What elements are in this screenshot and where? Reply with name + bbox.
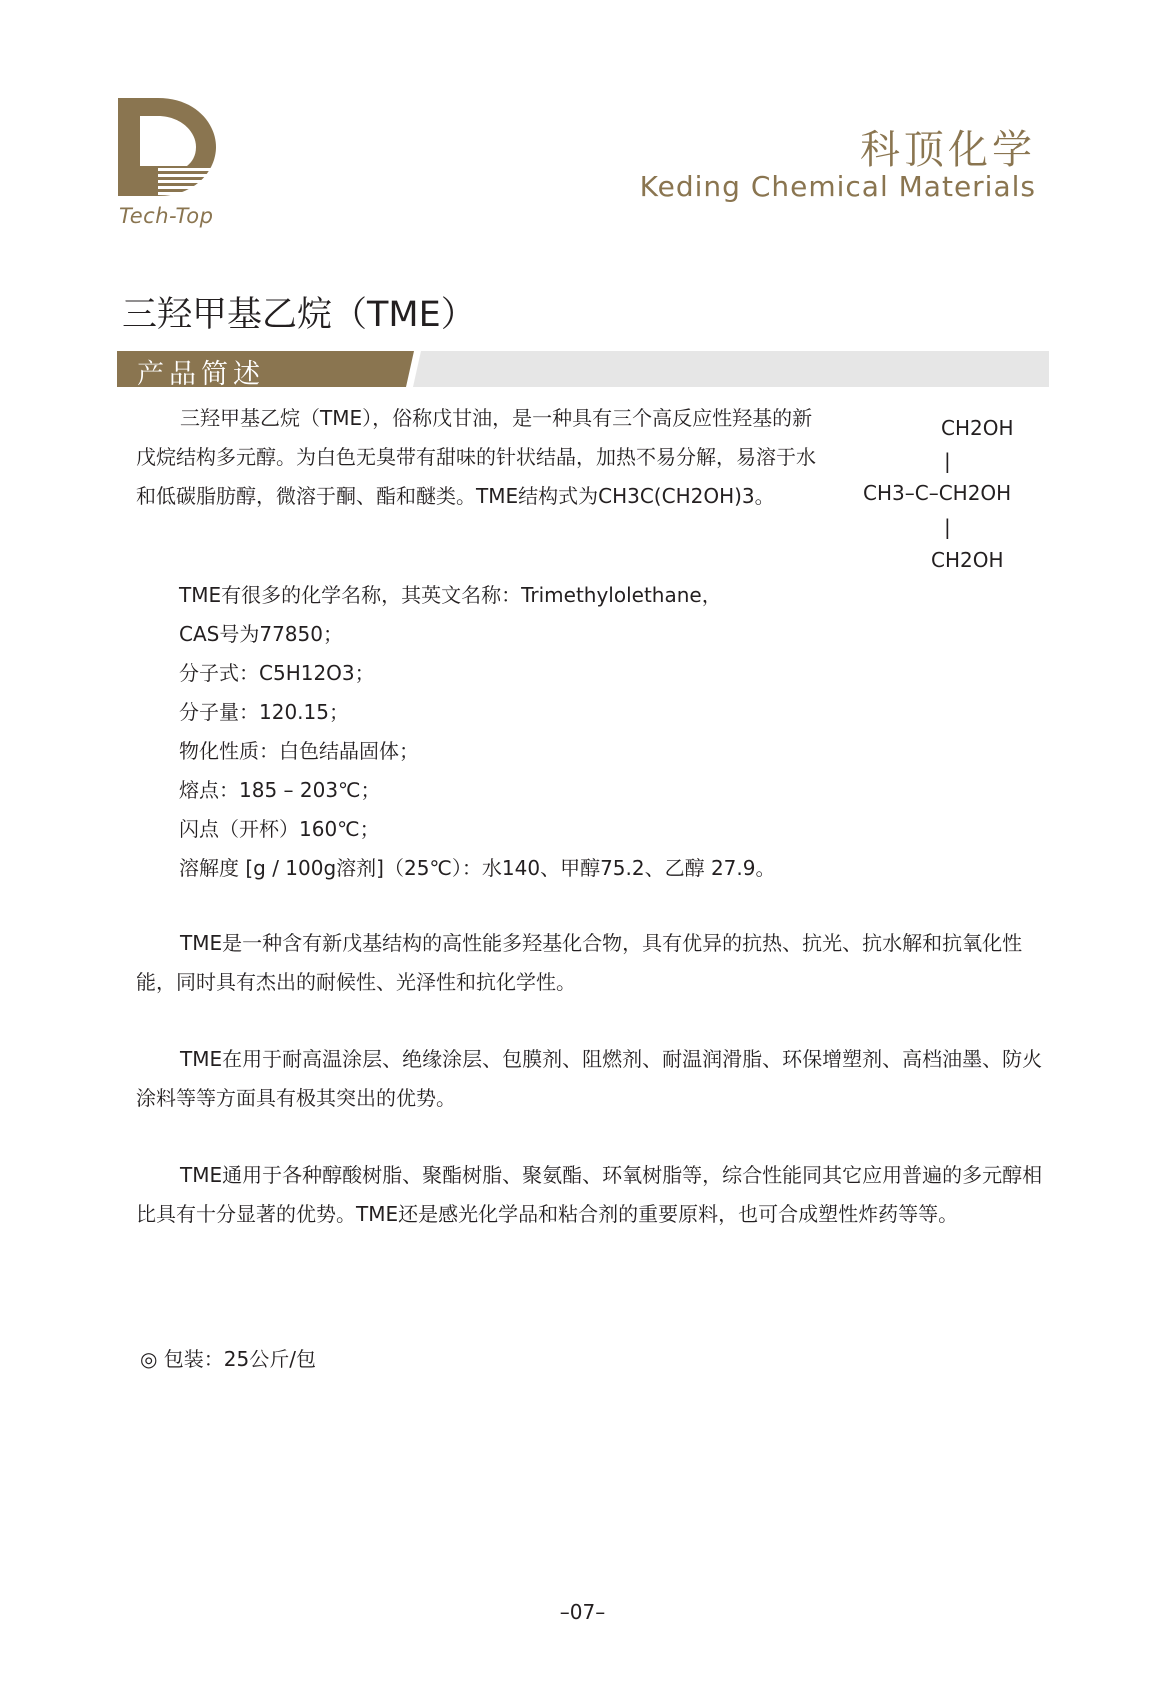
property-item: TME有很多的化学名称，其英文名称：Trimethylolethane， <box>179 583 722 607</box>
section-title: 产品简述 <box>137 359 265 390</box>
property-item: 熔点：185 – 203℃； <box>179 778 381 802</box>
property-list <box>179 576 775 888</box>
company-logo <box>118 98 218 196</box>
property-item: 物化性质：白色结晶固体； <box>179 739 419 763</box>
paragraph-applications: TME在用于耐高温涂层、绝缘涂层、包膜剂、阻燃剂、耐温润滑脂、环保增塑剂、高档油墨、防火涂料等等方面具有极其突出的优势。 <box>136 1047 1043 1110</box>
structural-formula <box>860 410 1060 580</box>
paragraph-performance: TME是一种含有新戊基结构的高性能多羟基化合物，具有优异的抗热、抗光、抗水解和抗氧化性能，同时具有杰出的耐候性、光泽性和抗化学性。 <box>136 931 1023 994</box>
brand-name-en: Keding Chemical Materials <box>639 170 1036 203</box>
property-item: 分子式：C5H12O3； <box>179 661 375 685</box>
formula-bottom-group: CH2OH <box>931 548 1004 572</box>
property-item: CAS号为77850； <box>179 622 343 646</box>
packaging-info: ◎ 包装：25公斤/包 <box>140 1347 316 1371</box>
logo-text: Tech-Top <box>119 204 214 228</box>
paragraph-resins: TME通用于各种醇酸树脂、聚酯树脂、聚氨酯、环氧树脂等，综合性能同其它应用普遍的多元醇相比具有十分显著的优势。TME还是感光化学品和粘合剂的重要原料，也可合成塑性炸药等等。 <box>136 1163 1043 1226</box>
intro-paragraph: 三羟甲基乙烷（TME），俗称戊甘油，是一种具有三个高反应性羟基的新戊烷结构多元醇。为白色无臭带有甜味的针状结晶，加热不易分解，易溶于水和低碳脂肪醇，微溶于酮、酯和醚类。TME结构式为CH3C(CH2OH)3。 <box>136 406 816 508</box>
property-item: 闪点（开杯）160℃； <box>179 817 380 841</box>
page-title: 三羟甲基乙烷（TME） <box>122 295 476 335</box>
formula-top-group: CH2OH <box>941 416 1014 440</box>
formula-bond-top: | <box>944 449 951 473</box>
formula-bond-bottom: | <box>944 515 951 539</box>
page-number: –07– <box>559 1600 606 1624</box>
brand-name-cn: 科顶化学 <box>860 127 1036 173</box>
formula-main-chain: CH3–C–CH2OH <box>863 481 1012 505</box>
property-item: 分子量：120.15； <box>179 700 349 724</box>
property-item: 溶解度 [g / 100g溶剂]（25℃）：水140、甲醇75.2、乙醇 27.9。 <box>179 856 776 880</box>
